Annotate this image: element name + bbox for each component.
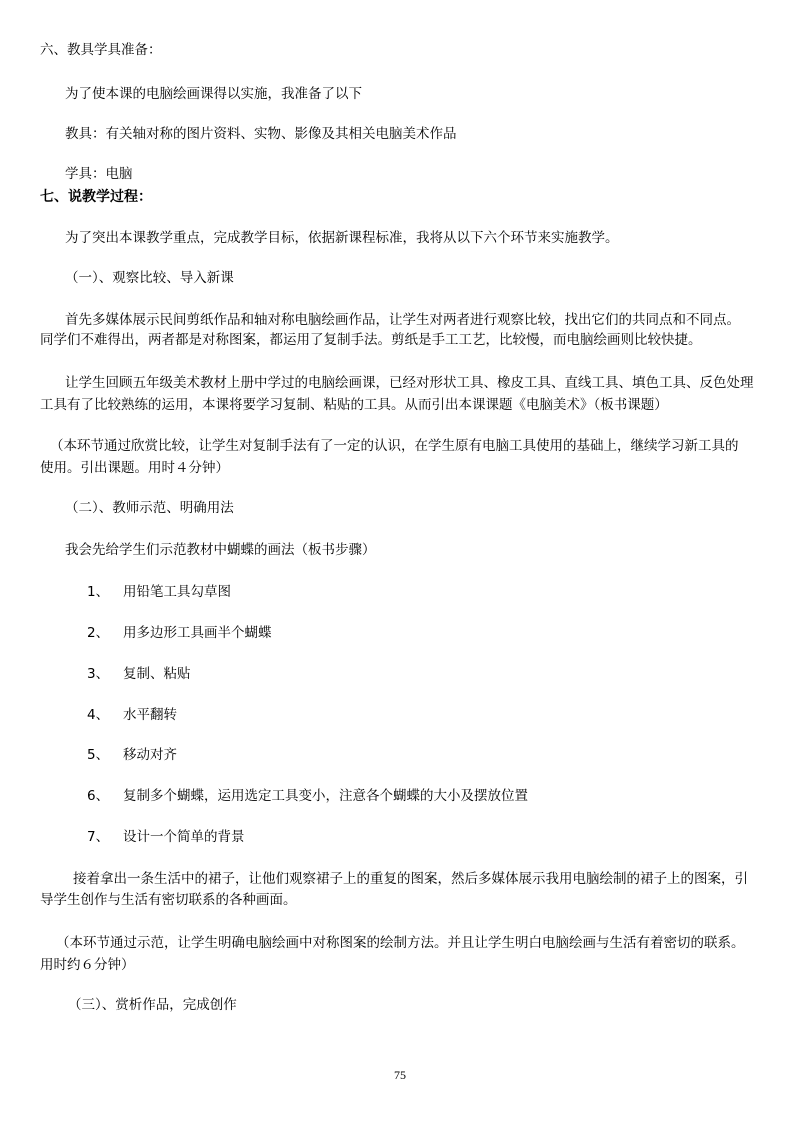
paragraph-compare-line-1: 首先多媒体展示民间剪纸作品和轴对称电脑绘画作品，让学生对两者进行观察比较，找出它们的共同点和不同点。 xyxy=(65,312,740,328)
paragraph-compare-line-2: 同学们不难得出，两者都是对称图案，都运用了复制手法。剪纸是手工工艺，比较慢，而电脑绘画则比较快捷。 xyxy=(40,332,702,348)
paragraph-process-intro: 为了突出本课教学重点，完成教学目标，依据新课程标准，我将从以下六个环节来实施教学。 xyxy=(65,230,619,246)
step-item-7 xyxy=(87,827,762,847)
step-item-5 xyxy=(87,745,762,765)
section-3-title: （三）、赏析作品，完成创作 xyxy=(68,997,237,1013)
step-number: 3、 xyxy=(87,666,110,682)
step-text: 复制多个蝴蝶，运用选定工具变小，注意各个蝴蝶的大小及摆放位置 xyxy=(123,788,528,804)
paragraph-review-line-1: 让学生回顾五年级美术教材上册中学过的电脑绘画课，已经对形状工具、橡皮工具、直线工具、填色工具、反色处理 xyxy=(65,375,754,391)
section-2-title: （二）、教师示范、明确用法 xyxy=(65,500,234,516)
note-2-line-2: 用时约６分钟） xyxy=(40,957,135,973)
paragraph-skirt-line-2: 导学生创作与生活有密切联系的各种画面。 xyxy=(40,892,297,908)
heading-teaching-process: 七、说教学过程： xyxy=(40,189,152,205)
step-item-4 xyxy=(87,705,762,725)
paragraph-review-line-2: 工具有了比较熟练的运用，本课将要学习复制、粘贴的工具。从而引出本课课题《电脑美术》（板书课题） xyxy=(40,397,668,413)
step-number: 7、 xyxy=(87,829,110,845)
step-item-3 xyxy=(87,664,762,684)
step-item-6 xyxy=(87,786,762,806)
step-text: 复制、粘贴 xyxy=(123,666,191,682)
paragraph-demo-intro: 我会先给学生们示范教材中蝴蝶的画法（板书步骤） xyxy=(65,542,376,558)
step-text: 移动对齐 xyxy=(123,747,177,763)
step-number: 5、 xyxy=(87,747,110,763)
step-number: 2、 xyxy=(87,625,110,641)
step-number: 4、 xyxy=(87,707,110,723)
note-2-line-1: （本环节通过示范，让学生明确电脑绘画中对称图案的绘制方法。并且让学生明白电脑绘画与生活有着密切的联系。 xyxy=(56,935,745,951)
paragraph-learning-tools: 学具：电脑 xyxy=(65,166,133,182)
step-number: 6、 xyxy=(87,788,110,804)
paragraph-teaching-tools: 教具：有关轴对称的图片资料、实物、影像及其相关电脑美术作品 xyxy=(65,126,457,142)
step-item-2 xyxy=(87,623,762,643)
note-1-line-2: 使用。引出课题。用时４分钟） xyxy=(40,460,229,476)
page-number: 75 xyxy=(394,1068,406,1082)
section-1-title: （一）、观察比较、导入新课 xyxy=(65,270,234,286)
step-number: 1、 xyxy=(87,584,110,600)
step-text: 水平翻转 xyxy=(123,707,177,723)
paragraph-skirt-line-1: 接着拿出一条生活中的裙子，让他们观察裙子上的重复的图案，然后多媒体展示我用电脑绘制的裙子上的图案，引 xyxy=(73,871,748,887)
step-text: 用铅笔工具勾草图 xyxy=(123,584,231,600)
step-text: 设计一个简单的背景 xyxy=(123,829,245,845)
paragraph-prep-intro: 为了使本课的电脑绘画课得以实施，我准备了以下 xyxy=(65,86,362,102)
step-item-1 xyxy=(87,582,762,602)
step-text: 用多边形工具画半个蝴蝶 xyxy=(123,625,272,641)
heading-teaching-aids: 六、教具学具准备： xyxy=(40,42,162,58)
note-1-line-1: （本环节通过欣赏比较，让学生对复制手法有了一定的认识，在学生原有电脑工具使用的基础上，继续学习新工具的 xyxy=(50,438,739,454)
